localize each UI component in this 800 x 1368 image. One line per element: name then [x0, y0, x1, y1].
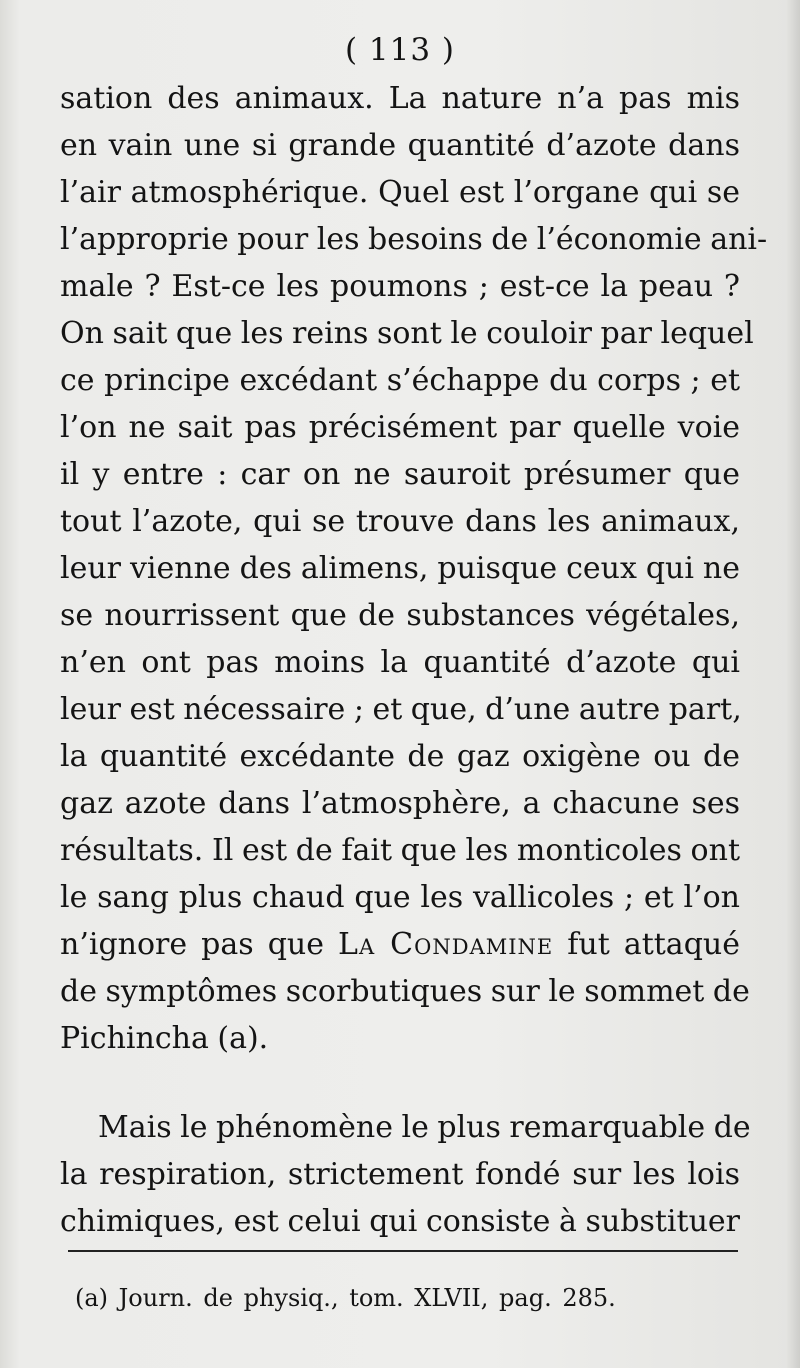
text-line: Mais le phénomène le plus remarquable de — [98, 1110, 751, 1145]
text-line: gaz azote dans l’atmosphère, a chacune ses — [60, 786, 740, 821]
text-line: l’air atmosphérique. Quel est l’organe qui se — [60, 175, 740, 210]
footnote: (a) Journ. de physiq., tom. XLVII, pag. 285. — [75, 1284, 616, 1312]
body-text — [60, 75, 768, 1245]
footnote-rule — [68, 1250, 738, 1252]
text-line: sation des animaux. La nature n’a pas mis — [60, 81, 740, 116]
text-line: leur est nécessaire ; et que, d’une autre part, — [60, 692, 742, 727]
text-line: l’approprie pour les besoins de l’économie ani- — [60, 222, 768, 257]
text-line: tout l’azote, qui se trouve dans les animaux, — [60, 504, 740, 539]
text-line: leur vienne des alimens, puisque ceux qui ne — [60, 551, 740, 586]
text-line: en vain une si grande quantité d’azote dans — [60, 128, 740, 163]
text-segment: fut attaqué — [553, 927, 740, 962]
text-line — [60, 921, 740, 968]
text-line: n’en ont pas moins la quantité d’azote qui — [60, 645, 740, 680]
text-line: Pichincha (a). — [60, 1021, 269, 1056]
text-segment: n’ignore pas que — [60, 927, 339, 962]
person-name: La Condamine — [338, 927, 554, 962]
text-line: l’on ne sait pas précisément par quelle voie — [60, 410, 740, 445]
text-line: la quantité excédante de gaz oxigène ou de — [60, 739, 740, 774]
text-line: male ? Est-ce les poumons ; est-ce la peau ? — [60, 269, 740, 304]
text-line: le sang plus chaud que les vallicoles ; et l’on — [60, 880, 740, 915]
text-line: ce principe excédant s’échappe du corps ; et — [60, 363, 740, 398]
text-line: de symptômes scorbutiques sur le sommet de — [60, 974, 750, 1009]
text-line: résultats. Il est de fait que les monticoles ont — [60, 833, 740, 868]
page-edge-shadow — [786, 0, 800, 1368]
text-line: chimiques, est celui qui consiste à substituer — [60, 1204, 740, 1239]
text-line: il y entre : car on ne sauroit présumer que — [60, 457, 740, 492]
text-line: se nourrissent que de substances végétales, — [60, 598, 740, 633]
text-line: la respiration, strictement fondé sur les lois — [60, 1157, 740, 1192]
paragraph-gap — [60, 1062, 740, 1104]
text-line: On sait que les reins sont le couloir par lequel — [60, 316, 754, 351]
page-number: ( 113 ) — [344, 32, 456, 68]
